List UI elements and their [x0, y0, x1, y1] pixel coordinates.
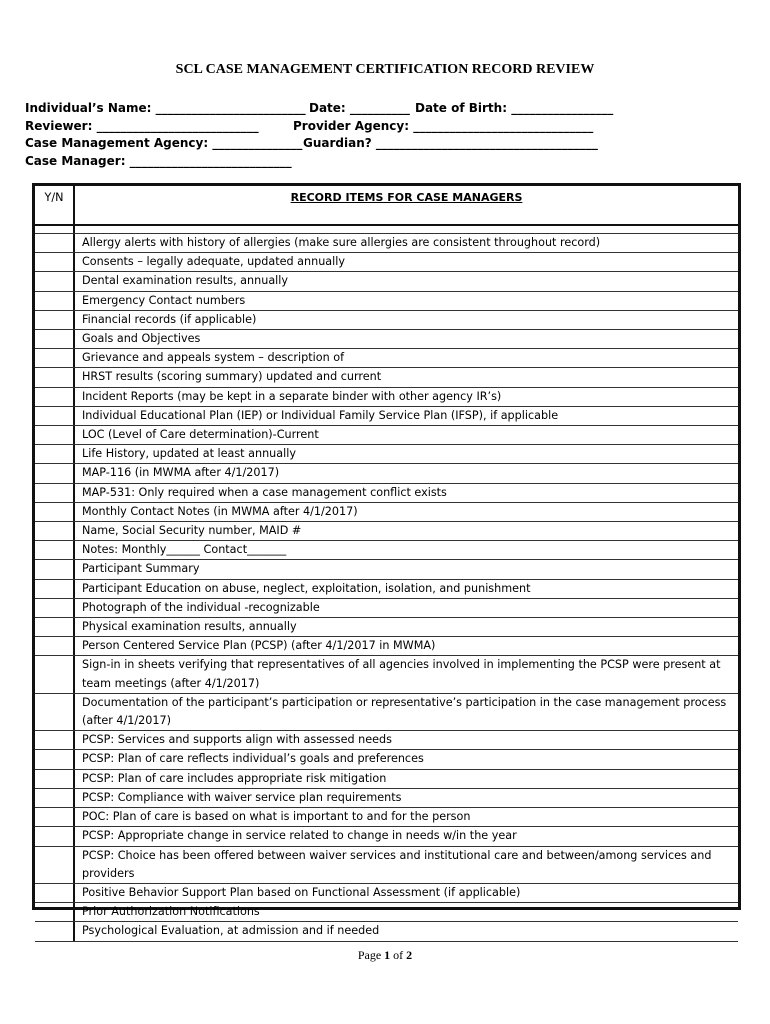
- record-item-text: Emergency Contact numbers: [82, 293, 246, 307]
- record-item-text: Participant Education on abuse, neglect, exploitation, isolation, and punishment: [82, 581, 531, 595]
- record-item-text: Positive Behavior Support Plan based on Functional Assessment (if applicable): [82, 885, 521, 899]
- yn-cell[interactable]: [35, 388, 75, 406]
- record-item-text: Goals and Objectives: [82, 332, 201, 346]
- record-item-text: PCSP: Appropriate change in service related to change in needs w/in the year: [82, 829, 517, 843]
- yn-cell[interactable]: [35, 884, 75, 902]
- yn-cell[interactable]: [35, 292, 75, 310]
- footer-page-total: 2: [406, 948, 413, 962]
- items-column-header-label: RECORD ITEMS FOR CASE MANAGERS: [290, 191, 523, 204]
- table-spacer-row: [35, 226, 738, 234]
- table-row: [35, 234, 738, 253]
- record-item-text: LOC (Level of Care determination)-Current: [82, 428, 319, 442]
- record-item-text: Notes: Monthly______ Contact_______: [82, 543, 287, 557]
- yn-cell[interactable]: [35, 903, 75, 921]
- table-row: [35, 522, 738, 541]
- yn-cell[interactable]: [35, 503, 75, 521]
- table-row: [35, 599, 738, 618]
- yn-cell[interactable]: [35, 694, 75, 730]
- table-row: [35, 808, 738, 827]
- record-item-text: POC: Plan of care is based on what is important to and for the person: [82, 810, 471, 824]
- yn-cell[interactable]: [35, 618, 75, 636]
- table-row: [35, 484, 738, 503]
- table-row: [35, 368, 738, 387]
- yn-cell[interactable]: [35, 330, 75, 348]
- record-item-text: Participant Summary: [82, 562, 200, 576]
- table-row: [35, 272, 738, 291]
- record-items-table: [32, 183, 741, 938]
- table-row: [35, 330, 738, 349]
- yn-cell[interactable]: [35, 426, 75, 444]
- table-row: [35, 445, 738, 464]
- date-field: Date: __________: [309, 101, 410, 115]
- table-row: [35, 731, 738, 750]
- record-item-text: MAP-531: Only required when a case management conflict exists: [82, 485, 447, 499]
- record-item-text: Allergy alerts with history of allergies (make sure allergies are consistent throughout record): [82, 236, 601, 249]
- page-title: SCL CASE MANAGEMENT CERTIFICATION RECORD REVIEW: [175, 62, 595, 77]
- yn-cell[interactable]: [35, 656, 75, 692]
- items-column-header: [75, 186, 738, 229]
- yn-cell[interactable]: [35, 789, 75, 807]
- table-row: [35, 903, 738, 922]
- table-row: [35, 503, 738, 522]
- record-item-text: Individual Educational Plan (IEP) or Individual Family Service Plan (IFSP), if applicable: [82, 408, 559, 422]
- yn-cell[interactable]: [35, 445, 75, 463]
- yn-cell[interactable]: [35, 484, 75, 502]
- yn-column-header: Y/N: [35, 186, 75, 224]
- yn-cell[interactable]: [35, 580, 75, 598]
- table-row: [35, 750, 738, 769]
- yn-cell[interactable]: [35, 560, 75, 578]
- table-row: [35, 292, 738, 311]
- record-item-text: Person Centered Service Plan (PCSP) (after 4/1/2017 in MWMA): [82, 639, 436, 653]
- yn-cell[interactable]: [35, 731, 75, 749]
- table-row: [35, 388, 738, 407]
- record-item-text: Name, Social Security number, MAID #: [82, 524, 302, 538]
- table-row: [35, 637, 738, 656]
- reviewer-field: Reviewer: ___________________________: [25, 118, 259, 133]
- table-row: [35, 580, 738, 599]
- record-item-text: PCSP: Services and supports align with assessed needs: [82, 733, 392, 747]
- dob-field: Date of Birth: _________________: [415, 101, 614, 115]
- table-row: [35, 618, 738, 637]
- record-item-text: Consents – legally adequate, updated annually: [82, 255, 345, 269]
- record-item-text: Psychological Evaluation, at admission and if needed: [82, 924, 380, 938]
- footer-page-number: 1: [384, 948, 391, 962]
- yn-cell[interactable]: [35, 750, 75, 768]
- record-item-text: PCSP: Plan of care reflects individual’s goals and preferences: [82, 752, 424, 766]
- record-item-text: Life History, updated at least annually: [82, 447, 296, 461]
- provider-agency-field: Provider Agency: ______________________________: [293, 118, 594, 133]
- record-item-text: Grievance and appeals system – description of: [82, 351, 345, 365]
- footer-of: of: [390, 948, 407, 962]
- table-header: [35, 186, 738, 226]
- yn-cell[interactable]: [35, 827, 75, 845]
- yn-cell[interactable]: [35, 234, 75, 252]
- record-item-text: PCSP: Plan of care includes appropriate risk mitigation: [82, 771, 387, 785]
- yn-cell[interactable]: [35, 272, 75, 290]
- record-item-text: Financial records (if applicable): [82, 312, 257, 326]
- table-row: [35, 464, 738, 483]
- yn-cell[interactable]: [35, 599, 75, 617]
- table-row: [35, 847, 738, 884]
- page-footer: [0, 948, 770, 963]
- guardian-field: Guardian? _____________________________________: [303, 136, 598, 151]
- record-item-text: Monthly Contact Notes (in MWMA after 4/1/2017): [82, 504, 358, 518]
- table-row: [35, 827, 738, 846]
- yn-cell[interactable]: [35, 541, 75, 559]
- record-item-text: Sign-in in sheets verifying that representatives of all agencies involved in implementing the PCSP were present at team meetings (after 4/1/2017): [82, 658, 721, 690]
- table-row: [35, 884, 738, 903]
- footer-prefix: Page: [357, 948, 385, 962]
- table-row: [35, 426, 738, 445]
- record-item-text: PCSP: Choice has been offered between waiver services and institutional care and between/among services and providers: [82, 848, 712, 880]
- header-fields: [25, 100, 745, 171]
- record-item-text: Prior Authorization Notifications: [82, 905, 260, 919]
- table-body: [35, 234, 738, 942]
- yn-cell[interactable]: [35, 407, 75, 425]
- table-row: [35, 541, 738, 560]
- yn-cell[interactable]: [35, 522, 75, 540]
- yn-cell[interactable]: [35, 922, 75, 940]
- case-management-agency-field: Case Management Agency: _______________: [25, 136, 303, 151]
- yn-cell[interactable]: [35, 847, 75, 883]
- yn-cell[interactable]: [35, 637, 75, 655]
- table-row: [35, 349, 738, 368]
- yn-cell[interactable]: [35, 311, 75, 329]
- case-manager-field: Case Manager: ___________________________: [25, 154, 292, 169]
- record-item-text: HRST results (scoring summary) updated and current: [82, 370, 382, 384]
- yn-cell[interactable]: [35, 253, 75, 271]
- table-row: [35, 922, 738, 941]
- table-row: [35, 407, 738, 426]
- table-row: [35, 656, 738, 693]
- table-row: [35, 694, 738, 731]
- table-row: [35, 311, 738, 330]
- record-item-text: Incident Reports (may be kept in a separate binder with other agency IR’s): [82, 389, 502, 403]
- yn-cell[interactable]: [35, 808, 75, 826]
- table-row: [35, 253, 738, 272]
- yn-cell[interactable]: [35, 464, 75, 482]
- record-item-text: MAP-116 (in MWMA after 4/1/2017): [82, 466, 280, 480]
- record-item-text: Documentation of the participant’s participation or representative’s participation in the case management process (after 4/1/2017): [82, 695, 727, 728]
- yn-cell[interactable]: [35, 368, 75, 386]
- individual-name-field: Individual’s Name: _________________________: [25, 101, 306, 115]
- table-row: [35, 770, 738, 789]
- yn-cell[interactable]: [35, 349, 75, 367]
- table-row: [35, 789, 738, 808]
- record-item-text: Dental examination results, annually: [82, 274, 289, 288]
- table-row: [35, 560, 738, 579]
- record-item-text: Photograph of the individual -recognizable: [82, 600, 320, 614]
- yn-cell[interactable]: [35, 770, 75, 788]
- record-item-text: PCSP: Compliance with waiver service plan requirements: [82, 790, 402, 804]
- record-item-text: Physical examination results, annually: [82, 620, 297, 634]
